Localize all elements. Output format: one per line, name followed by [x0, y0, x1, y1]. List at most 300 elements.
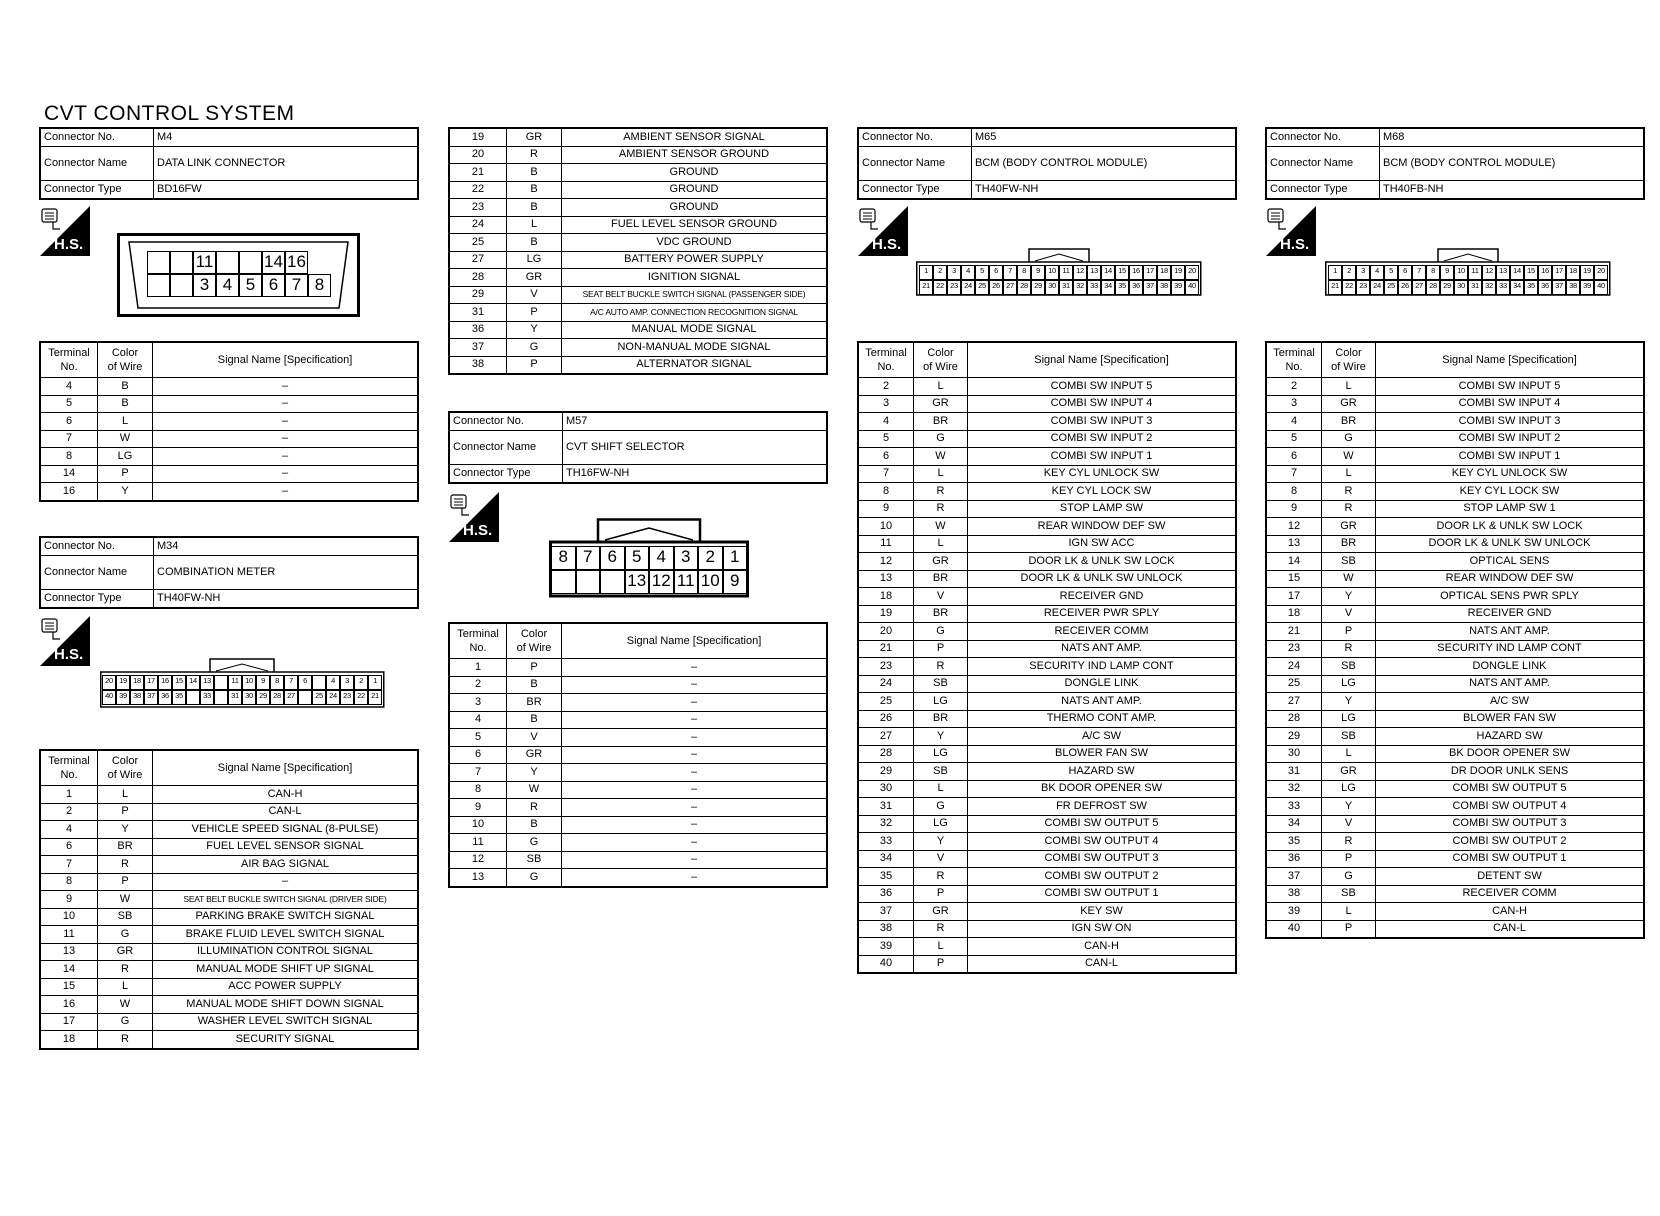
wire-color-cell: R: [98, 1031, 153, 1049]
pin-row: [1266, 605, 1644, 623]
pin-row: [449, 746, 827, 764]
terminal-no-cell: 7: [40, 430, 98, 448]
pin-row: [40, 786, 418, 804]
signal-name-cell: COMBI SW INPUT 5: [968, 378, 1237, 396]
cavity: 3: [340, 675, 354, 690]
signal-name-cell: –: [562, 799, 828, 817]
pin-row: [858, 850, 1236, 868]
cavity: 40: [102, 690, 116, 705]
wire-color-cell: G: [98, 926, 153, 944]
signal-name-cell: SECURITY SIGNAL: [153, 1031, 419, 1049]
signal-name-cell: MANUAL MODE SIGNAL: [562, 321, 828, 339]
terminal-no-cell: 1: [449, 659, 507, 677]
signal-name-cell: A/C SW: [968, 728, 1237, 746]
cavity: 20: [1594, 265, 1608, 280]
wire-color-cell: G: [1322, 430, 1376, 448]
signal-name-header: Signal Name [Specification]: [153, 342, 419, 378]
wire-color-cell: L: [1322, 745, 1376, 763]
color-of-wire-header: Color of Wire: [507, 623, 562, 659]
pin-row: [858, 640, 1236, 658]
pin-row: [1266, 780, 1644, 798]
cavity: 4: [216, 274, 239, 297]
cavity: 4: [326, 675, 340, 690]
cavity: 6: [989, 265, 1003, 280]
signal-name-cell: COMBI SW INPUT 2: [968, 430, 1237, 448]
pin-row: [40, 465, 418, 483]
pin-row: [1266, 623, 1644, 641]
signal-name-cell: –: [562, 746, 828, 764]
signal-name-cell: KEY CYL LOCK SW: [968, 483, 1237, 501]
wire-color-cell: L: [98, 978, 153, 996]
cavity: 1: [919, 265, 933, 280]
cavity: 9: [1440, 265, 1454, 280]
signal-name-cell: CAN-H: [968, 938, 1237, 956]
terminal-no-header: Terminal No.: [449, 623, 507, 659]
cavity: 17: [1552, 265, 1566, 280]
signal-name-cell: COMBI SW OUTPUT 4: [1376, 798, 1645, 816]
connector-m34-header: [39, 536, 419, 609]
cavity: [214, 675, 228, 690]
cavity: [576, 570, 601, 594]
signal-name-cell: AIR BAG SIGNAL: [153, 856, 419, 874]
pin-row: [449, 834, 827, 852]
signal-name-cell: IGN SW ON: [968, 920, 1237, 938]
connector-m65-pin-table: [857, 341, 1237, 974]
cavity: [551, 570, 576, 594]
terminal-no-cell: 36: [858, 885, 914, 903]
m65-connector-face: [916, 248, 1202, 296]
signal-name-cell: RECEIVER GND: [1376, 605, 1645, 623]
wire-color-cell: B: [507, 676, 562, 694]
terminal-no-cell: 8: [449, 781, 507, 799]
cavity: 4: [649, 546, 674, 570]
pin-row: [858, 745, 1236, 763]
terminal-no-header: Terminal No.: [40, 342, 98, 378]
wire-color-cell: R: [507, 146, 562, 164]
signal-name-cell: BK DOOR OPENER SW: [968, 780, 1237, 798]
cavity: 18: [1157, 265, 1171, 280]
terminal-no-cell: 17: [1266, 588, 1322, 606]
harness-side-label: H.S.: [463, 522, 493, 539]
cavity: [214, 690, 228, 705]
wire-color-cell: GR: [914, 553, 968, 571]
pin-row: [1266, 710, 1644, 728]
terminal-no-cell: 24: [858, 675, 914, 693]
cavity: 27: [1003, 280, 1017, 295]
connector-type-label: Connector Type: [858, 181, 972, 200]
terminal-no-cell: 18: [1266, 605, 1322, 623]
terminal-no-cell: 24: [1266, 658, 1322, 676]
cavity: 22: [354, 690, 368, 705]
wire-color-cell: R: [507, 799, 562, 817]
wire-color-cell: L: [914, 378, 968, 396]
terminal-no-cell: 3: [858, 395, 914, 413]
pin-row: [1266, 378, 1644, 396]
cavity: 35: [1524, 280, 1538, 295]
color-of-wire-header: Color of Wire: [1322, 342, 1376, 378]
connector-m68-header: [1265, 127, 1645, 200]
cavity: 37: [144, 690, 158, 705]
cavity: [147, 274, 170, 297]
connector-m68-pin-table: [1265, 341, 1645, 939]
wire-color-cell: V: [914, 850, 968, 868]
wire-color-cell: GR: [507, 269, 562, 287]
pin-row: [449, 181, 827, 199]
terminal-no-cell: 4: [858, 413, 914, 431]
cavity: [170, 251, 193, 274]
signal-name-cell: COMBI SW OUTPUT 5: [968, 815, 1237, 833]
pin-row: [449, 251, 827, 269]
pin-row: [449, 321, 827, 339]
cavity: 36: [158, 690, 172, 705]
wire-color-cell: LG: [507, 251, 562, 269]
pin-row: [40, 448, 418, 466]
wire-color-cell: W: [98, 891, 153, 909]
terminal-no-cell: 4: [449, 711, 507, 729]
terminal-no-cell: 28: [858, 745, 914, 763]
terminal-no-cell: 9: [858, 500, 914, 518]
harness-side-icon: [40, 616, 90, 666]
connector-type-value: TH40FW-NH: [154, 590, 419, 609]
wire-color-cell: G: [914, 798, 968, 816]
signal-name-cell: COMBI SW OUTPUT 2: [968, 868, 1237, 886]
pin-row: [449, 711, 827, 729]
terminal-no-cell: 13: [449, 869, 507, 887]
terminal-no-cell: 14: [1266, 553, 1322, 571]
pin-row: [40, 891, 418, 909]
wire-color-cell: SB: [507, 851, 562, 869]
wire-color-cell: R: [98, 856, 153, 874]
pin-row: [449, 234, 827, 252]
cavity: 26: [1398, 280, 1412, 295]
wire-color-cell: P: [1322, 623, 1376, 641]
pin-row: [40, 838, 418, 856]
cavity: 31: [228, 690, 242, 705]
cavity: [147, 251, 170, 274]
pin-row: [1266, 465, 1644, 483]
pin-row: [1266, 588, 1644, 606]
terminal-no-cell: 5: [40, 395, 98, 413]
terminal-no-cell: 35: [858, 868, 914, 886]
terminal-no-cell: 34: [858, 850, 914, 868]
color-of-wire-header: Color of Wire: [98, 750, 153, 786]
cavity: 38: [130, 690, 144, 705]
wire-color-cell: LG: [914, 815, 968, 833]
terminal-no-cell: 3: [1266, 395, 1322, 413]
pin-row: [40, 961, 418, 979]
connector-name-value: DATA LINK CONNECTOR: [154, 147, 419, 181]
terminal-no-cell: 6: [40, 838, 98, 856]
cavity: [170, 274, 193, 297]
wire-color-cell: B: [507, 234, 562, 252]
signal-name-cell: –: [562, 694, 828, 712]
pin-row: [858, 815, 1236, 833]
wire-color-cell: GR: [914, 903, 968, 921]
terminal-no-cell: 31: [1266, 763, 1322, 781]
terminal-no-cell: 38: [449, 356, 507, 374]
terminal-no-cell: 29: [1266, 728, 1322, 746]
pin-row: [858, 535, 1236, 553]
signal-name-cell: OPTICAL SENS: [1376, 553, 1645, 571]
wire-color-cell: LG: [914, 745, 968, 763]
wire-color-cell: B: [507, 711, 562, 729]
pin-row: [858, 518, 1236, 536]
cavity: 23: [1356, 280, 1370, 295]
signal-name-cell: RECEIVER GND: [968, 588, 1237, 606]
wire-color-cell: L: [1322, 378, 1376, 396]
cavity: 23: [947, 280, 961, 295]
signal-name-cell: BRAKE FLUID LEVEL SWITCH SIGNAL: [153, 926, 419, 944]
pin-row: [449, 199, 827, 217]
terminal-no-cell: 16: [40, 996, 98, 1014]
cavity: 14: [186, 675, 200, 690]
pin-row: [858, 798, 1236, 816]
cavity: 21: [1328, 280, 1342, 295]
cavity: 20: [102, 675, 116, 690]
cavity: 12: [1482, 265, 1496, 280]
wire-color-cell: V: [1322, 815, 1376, 833]
pin-row: [858, 658, 1236, 676]
cavity: 36: [1538, 280, 1552, 295]
connector-name-label: Connector Name: [40, 147, 154, 181]
connector-name-label: Connector Name: [449, 431, 563, 465]
cavity: 14: [1101, 265, 1115, 280]
terminal-no-cell: 3: [449, 694, 507, 712]
signal-name-cell: BLOWER FAN SW: [968, 745, 1237, 763]
connector-type-label: Connector Type: [449, 465, 563, 484]
pin-row: [40, 483, 418, 501]
signal-name-cell: ACC POWER SUPPLY: [153, 978, 419, 996]
terminal-no-cell: 13: [1266, 535, 1322, 553]
cavity: 35: [172, 690, 186, 705]
wire-color-cell: V: [914, 588, 968, 606]
page-title: CVT CONTROL SYSTEM: [44, 102, 295, 125]
cavity: 13: [625, 570, 650, 594]
wire-color-cell: G: [98, 1013, 153, 1031]
connector-no-value: M57: [563, 412, 828, 431]
signal-name-cell: MANUAL MODE SHIFT UP SIGNAL: [153, 961, 419, 979]
cavity: 39: [1171, 280, 1185, 295]
cavity: 24: [1370, 280, 1384, 295]
wire-color-cell: LG: [1322, 675, 1376, 693]
signal-name-cell: A/C SW: [1376, 693, 1645, 711]
harness-side-icon: [1266, 206, 1316, 256]
pin-row: [40, 943, 418, 961]
cavity: 11: [1059, 265, 1073, 280]
cavity: 21: [368, 690, 382, 705]
pin-row: [449, 128, 827, 146]
wire-color-cell: V: [1322, 605, 1376, 623]
wire-color-cell: Y: [1322, 798, 1376, 816]
cavity: [298, 690, 312, 705]
pin-row: [858, 903, 1236, 921]
cavity: 33: [200, 690, 214, 705]
cavity: 29: [1440, 280, 1454, 295]
cavity: 31: [1468, 280, 1482, 295]
terminal-no-cell: 1: [40, 786, 98, 804]
wire-color-cell: L: [914, 780, 968, 798]
pin-row: [1266, 535, 1644, 553]
wire-color-cell: Y: [98, 483, 153, 501]
cavity: 12: [1073, 265, 1087, 280]
signal-name-cell: DOOR LK & UNLK SW LOCK: [968, 553, 1237, 571]
wire-color-cell: L: [1322, 903, 1376, 921]
terminal-no-cell: 7: [1266, 465, 1322, 483]
signal-name-cell: A/C AUTO AMP. CONNECTION RECOGNITION SIGNAL: [562, 304, 828, 322]
connector-m34-pin-table: [39, 749, 419, 1050]
cavity: 3: [674, 546, 699, 570]
cavity: 5: [975, 265, 989, 280]
cavity: 24: [326, 690, 340, 705]
wire-color-cell: BR: [914, 710, 968, 728]
cavity: 16: [1538, 265, 1552, 280]
terminal-no-cell: 39: [1266, 903, 1322, 921]
terminal-no-cell: 36: [449, 321, 507, 339]
terminal-no-cell: 12: [449, 851, 507, 869]
cavity: 34: [1101, 280, 1115, 295]
terminal-no-cell: 32: [1266, 780, 1322, 798]
wire-color-cell: P: [914, 640, 968, 658]
wire-color-cell: B: [507, 816, 562, 834]
cavity: 8: [551, 546, 576, 570]
terminal-no-cell: 21: [1266, 623, 1322, 641]
cavity: 11: [1468, 265, 1482, 280]
terminal-no-cell: 24: [449, 216, 507, 234]
signal-name-cell: –: [562, 764, 828, 782]
connector-m4-header: [39, 127, 419, 200]
connector-no-label: Connector No.: [858, 128, 972, 147]
signal-name-cell: –: [153, 873, 419, 891]
signal-name-cell: REAR WINDOW DEF SW: [968, 518, 1237, 536]
pin-row: [858, 780, 1236, 798]
connector-name-value: BCM (BODY CONTROL MODULE): [972, 147, 1237, 181]
connector-type-value: TH16FW-NH: [563, 465, 828, 484]
wire-color-cell: GR: [98, 943, 153, 961]
pin-row: [858, 885, 1236, 903]
terminal-no-cell: 10: [449, 816, 507, 834]
cavity: 7: [1412, 265, 1426, 280]
cavity: 3: [1356, 265, 1370, 280]
connector-no-label: Connector No.: [1266, 128, 1380, 147]
wire-color-cell: Y: [914, 833, 968, 851]
cavity: 6: [298, 675, 312, 690]
pin-row: [1266, 448, 1644, 466]
pin-row: [1266, 920, 1644, 938]
pin-row: [1266, 693, 1644, 711]
pin-row: [1266, 553, 1644, 571]
signal-name-cell: COMBI SW INPUT 5: [1376, 378, 1645, 396]
pin-row: [40, 378, 418, 396]
cavity: 7: [1003, 265, 1017, 280]
wire-color-cell: B: [98, 395, 153, 413]
pin-row: [449, 356, 827, 374]
terminal-no-cell: 20: [449, 146, 507, 164]
terminal-no-cell: 10: [858, 518, 914, 536]
pin-row: [449, 304, 827, 322]
wire-color-cell: B: [507, 199, 562, 217]
wire-color-cell: R: [1322, 483, 1376, 501]
signal-name-cell: NATS ANT AMP.: [1376, 675, 1645, 693]
wire-color-cell: W: [914, 518, 968, 536]
wire-color-cell: W: [98, 430, 153, 448]
connector-m57-header: [448, 411, 828, 484]
terminal-no-cell: 7: [858, 465, 914, 483]
cavity: 29: [256, 690, 270, 705]
cavity: 39: [1580, 280, 1594, 295]
signal-name-cell: RECEIVER COMM: [1376, 885, 1645, 903]
wire-color-cell: R: [1322, 833, 1376, 851]
cavity: 22: [1342, 280, 1356, 295]
pin-row: [858, 710, 1236, 728]
cavity: 30: [1454, 280, 1468, 295]
pin-row: [40, 1031, 418, 1049]
terminal-no-cell: 34: [1266, 815, 1322, 833]
wire-color-cell: B: [507, 181, 562, 199]
signal-name-cell: COMBI SW INPUT 4: [968, 395, 1237, 413]
signal-name-cell: NATS ANT AMP.: [1376, 623, 1645, 641]
terminal-no-cell: 16: [40, 483, 98, 501]
harness-side-icon: [40, 206, 90, 256]
signal-name-cell: KEY SW: [968, 903, 1237, 921]
cavity: 17: [1143, 265, 1157, 280]
signal-name-cell: MANUAL MODE SHIFT DOWN SIGNAL: [153, 996, 419, 1014]
wire-color-cell: W: [1322, 448, 1376, 466]
wire-color-cell: BR: [914, 570, 968, 588]
cavity: 9: [256, 675, 270, 690]
wire-color-cell: P: [1322, 850, 1376, 868]
signal-name-cell: FUEL LEVEL SENSOR GROUND: [562, 216, 828, 234]
m4-connector-face: [117, 233, 360, 317]
signal-name-header: Signal Name [Specification]: [1376, 342, 1645, 378]
terminal-no-cell: 6: [1266, 448, 1322, 466]
wire-color-cell: GR: [1322, 518, 1376, 536]
cavity: 28: [270, 690, 284, 705]
m68-connector-face: [1325, 248, 1611, 296]
signal-name-cell: AMBIENT SENSOR GROUND: [562, 146, 828, 164]
terminal-no-cell: 14: [40, 961, 98, 979]
wire-color-cell: SB: [1322, 885, 1376, 903]
pin-row: [858, 605, 1236, 623]
cavity: 5: [625, 546, 650, 570]
cavity: 2: [1342, 265, 1356, 280]
cavity: [186, 690, 200, 705]
wire-color-cell: W: [98, 996, 153, 1014]
signal-name-cell: DONGLE LINK: [968, 675, 1237, 693]
terminal-no-cell: 29: [858, 763, 914, 781]
pin-row: [1266, 483, 1644, 501]
cavity: 34: [1510, 280, 1524, 295]
connector-no-label: Connector No.: [449, 412, 563, 431]
wire-color-cell: R: [914, 500, 968, 518]
cavity: [312, 675, 326, 690]
cavity: 6: [600, 546, 625, 570]
terminal-no-cell: 5: [449, 729, 507, 747]
wire-color-cell: R: [914, 920, 968, 938]
signal-name-cell: –: [562, 781, 828, 799]
pin-row: [1266, 395, 1644, 413]
connector-type-label: Connector Type: [40, 590, 154, 609]
connector-name-value: CVT SHIFT SELECTOR: [563, 431, 828, 465]
terminal-no-cell: 6: [858, 448, 914, 466]
cavity: 16: [158, 675, 172, 690]
wire-color-cell: LG: [98, 448, 153, 466]
signal-name-cell: –: [153, 413, 419, 431]
signal-name-cell: COMBI SW INPUT 2: [1376, 430, 1645, 448]
signal-name-cell: –: [153, 430, 419, 448]
signal-name-cell: KEY CYL UNLOCK SW: [968, 465, 1237, 483]
wire-color-cell: V: [507, 286, 562, 304]
pin-row: [449, 869, 827, 887]
